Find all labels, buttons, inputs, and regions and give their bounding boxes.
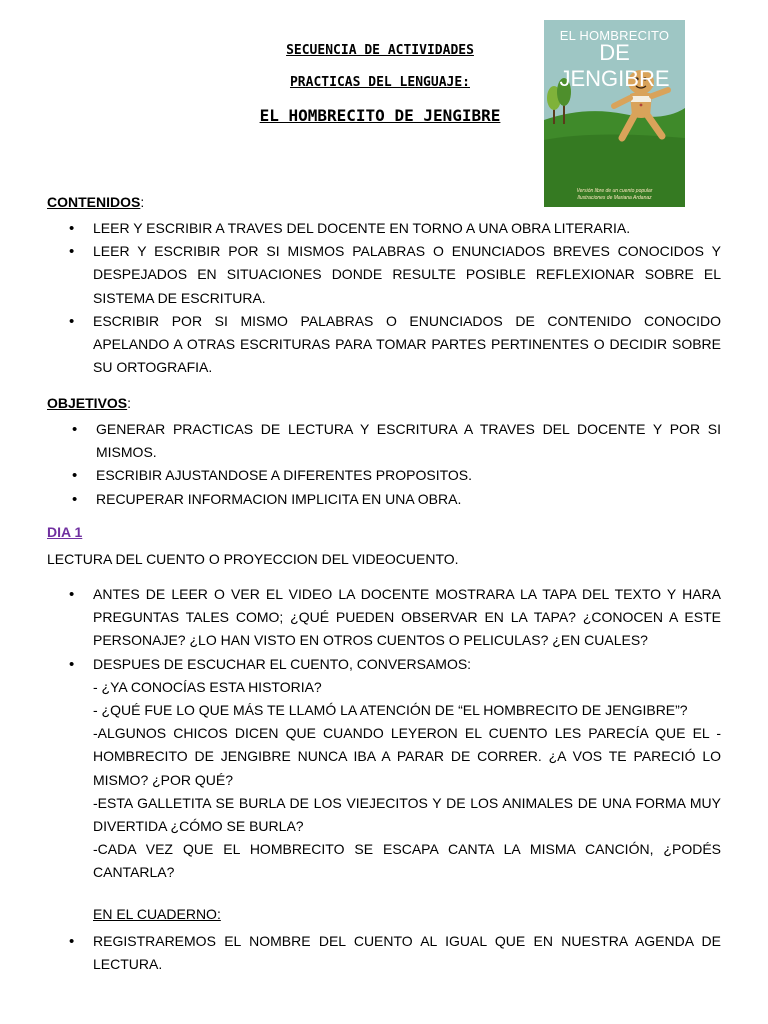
list-item: • GENERAR PRACTICAS DE LECTURA Y ESCRITURA A TRAVES DEL DOCENTE Y POR SI MISMOS.	[47, 418, 721, 464]
list-item: • RECUPERAR INFORMACION IMPLICITA EN UNA OBRA.	[47, 488, 721, 511]
contenidos-list	[47, 217, 721, 379]
objetivos-list	[47, 418, 721, 511]
cover-subtitle: Versión libre de un cuento popular	[576, 188, 653, 194]
question-line: - ¿QUÉ FUE LO QUE MÁS TE LLAMÓ LA ATENCIÓN DE “EL HOMBRECITO DE JENGIBRE”?	[93, 702, 688, 719]
objetivos-colon: :	[127, 395, 132, 411]
list-item: • ESCRIBIR POR SI MISMO PALABRAS O ENUNCIADOS DE CONTENIDO CONOCIDO APELANDO A OTRAS ESCRITURAS PARA TOMAR PARTES PERTINENTES O DECIDIR SOBRE SU ORTOGRAFIA.	[47, 310, 721, 380]
contenidos-colon: :	[140, 194, 145, 210]
list-item: • ESCRIBIR AJUSTANDOSE A DIFERENTES PROPOSITOS.	[47, 464, 721, 487]
question-line: -ESTA GALLETITA SE BURLA DE LOS VIEJECITOS Y DE LOS ANIMALES DE UNA FORMA MUY DIVERTIDA ¿CÓMO SE BURLA?	[93, 794, 721, 835]
cover-title-bottom: DE JENGIBRE	[559, 40, 670, 91]
cuaderno-heading: EN EL CUADERNO:	[93, 906, 221, 922]
section-title-objetivos	[47, 395, 131, 411]
cover-title-top: EL HOMBRECITO	[559, 28, 670, 43]
book-cover-image	[544, 20, 685, 207]
section-title-contenidos	[47, 194, 144, 210]
question-line: -ALGUNOS CHICOS DICEN QUE CUANDO LEYERON EL CUENTO LES PARECÍA QUE EL - HOMBRECITO DE JENGIBRE NUNCA IBA A PARAR DE CORRER. ¿A VOS TE PARECIÓ LO MISMO? ¿POR QUÉ?	[93, 725, 721, 788]
doc-title-line1: SECUENCIA DE ACTIVIDADES	[286, 43, 474, 58]
list-item-text: • DESPUES DE ESCUCHAR EL CUENTO, CONVERSAMOS:	[93, 655, 472, 672]
dia1-list	[47, 583, 721, 885]
list-item: • LEER Y ESCRIBIR POR SI MISMOS PALABRAS O ENUNCIADOS BREVES CONOCIDOS Y DESPEJADOS EN SITUACIONES DONDE RESULTE POSIBLE REFLEXIONAR SOBRE EL SISTEMA DE ESCRITURA.	[47, 240, 721, 310]
question-line: -CADA VEZ QUE EL HOMBRECITO SE ESCAPA CANTA LA MISMA CANCIÓN, ¿PODÉS CANTARLA?	[93, 841, 721, 881]
objetivos-label: OBJETIVOS	[47, 395, 128, 411]
list-item: • REGISTRAREMOS EL NOMBRE DEL CUENTO AL IGUAL QUE EN NUESTRA AGENDA DE LECTURA.	[47, 930, 721, 976]
contenidos-label: CONTENIDOS	[47, 194, 141, 210]
doc-title-line3: EL HOMBRECITO DE JENGIBRE	[259, 106, 501, 125]
dia1-intro: LECTURA DEL CUENTO O PROYECCION DEL VIDEOCUENTO.	[47, 551, 459, 567]
list-item: • LEER Y ESCRIBIR A TRAVES DEL DOCENTE EN TORNO A UNA OBRA LITERARIA.	[47, 217, 721, 240]
list-item	[47, 653, 721, 885]
cuaderno-list	[47, 930, 721, 976]
doc-title-line2: PRACTICAS DEL LENGUAJE:	[289, 75, 470, 90]
question-line: - ¿YA CONOCÍAS ESTA HISTORIA?	[93, 678, 322, 695]
dia1-heading: DIA 1	[47, 524, 83, 540]
list-item: • ANTES DE LEER O VER EL VIDEO LA DOCENTE MOSTRARA LA TAPA DEL TEXTO Y HARA PREGUNTAS TALES COMO; ¿QUÉ PUEDEN OBSERVAR EN LA TAPA? ¿CONOCEN A ESTE PERSONAJE? ¿LO HAN VISTO EN OTROS CUENTOS O PELICULAS? ¿EN CUALES?	[47, 583, 721, 653]
cover-illustrator: Ilustraciones de Mariana Ardanaz	[577, 195, 652, 201]
